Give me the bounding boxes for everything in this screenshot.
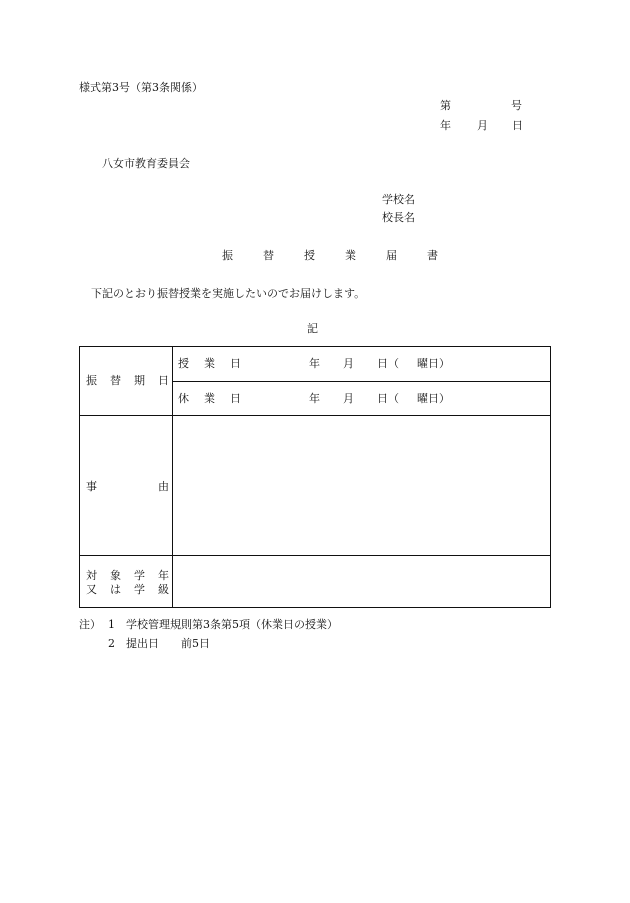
label-char: 授: [178, 357, 189, 370]
rest-weekday: 曜日）: [417, 392, 450, 405]
note-text: 提出日 前5日: [126, 637, 210, 650]
label-char: 業: [204, 392, 215, 405]
title-char: 書: [427, 249, 438, 262]
row-divider: [80, 555, 550, 556]
label-char: 学: [134, 569, 145, 582]
label-char: 振: [86, 374, 97, 387]
label-char: 日: [230, 357, 241, 370]
application-table: [79, 346, 551, 608]
label-char: 対: [86, 569, 97, 582]
lesson-day-row: [178, 357, 548, 371]
label-char: 日: [230, 392, 241, 405]
title-char: 替: [263, 249, 274, 262]
number-suffix: 号: [511, 99, 522, 112]
label-char: 又: [86, 583, 97, 596]
lesson-year: 年: [309, 357, 320, 370]
intro-text: 下記のとおり振替授業を実施したいのでお届けします。: [91, 287, 366, 300]
document-title: [222, 249, 438, 263]
note-text: 学校管理規則第3条第5項（休業日の授業）: [126, 618, 338, 631]
note-number: 2: [108, 637, 115, 650]
label-char: 学: [134, 583, 145, 596]
row-divider-sub: [172, 381, 550, 382]
document-number-line: [440, 99, 522, 113]
date-year: 年: [440, 119, 451, 132]
school-name-label: 学校名: [382, 193, 415, 206]
rest-day-row: [178, 392, 548, 406]
reason-label: [86, 480, 168, 494]
label-char: 由: [158, 480, 169, 493]
label-char: 日: [158, 374, 169, 387]
date-month: 月: [477, 119, 488, 132]
rest-day: 日（: [377, 392, 399, 405]
label-char: 年: [158, 569, 169, 582]
principal-name-label: 校長名: [382, 211, 415, 224]
note-prefix: 注）: [79, 618, 101, 631]
row-divider: [80, 415, 550, 416]
transfer-date-label: [86, 374, 169, 388]
number-prefix: 第: [440, 99, 451, 112]
note-number: 1: [108, 618, 115, 631]
label-char: 級: [158, 583, 169, 596]
lesson-weekday: 曜日）: [417, 357, 450, 370]
column-divider: [172, 347, 173, 607]
target-label-line1: [86, 569, 168, 583]
title-char: 授: [304, 249, 315, 262]
date-day: 日: [512, 119, 523, 132]
label-char: は: [110, 583, 121, 596]
label-char: 象: [110, 569, 121, 582]
addressee: 八女市教育委員会: [102, 157, 190, 170]
label-char: 事: [86, 480, 97, 493]
title-char: 振: [222, 249, 233, 262]
ki-heading: 記: [307, 322, 318, 335]
lesson-month: 月: [343, 357, 354, 370]
form-number: 様式第3号（第3条関係）: [79, 81, 203, 94]
target-label-line2: [86, 583, 168, 597]
title-char: 業: [345, 249, 356, 262]
label-char: 休: [178, 392, 189, 405]
label-char: 業: [204, 357, 215, 370]
label-char: 期: [134, 374, 145, 387]
title-char: 届: [386, 249, 397, 262]
label-char: 替: [110, 374, 121, 387]
rest-year: 年: [309, 392, 320, 405]
lesson-day: 日（: [377, 357, 399, 370]
rest-month: 月: [343, 392, 354, 405]
